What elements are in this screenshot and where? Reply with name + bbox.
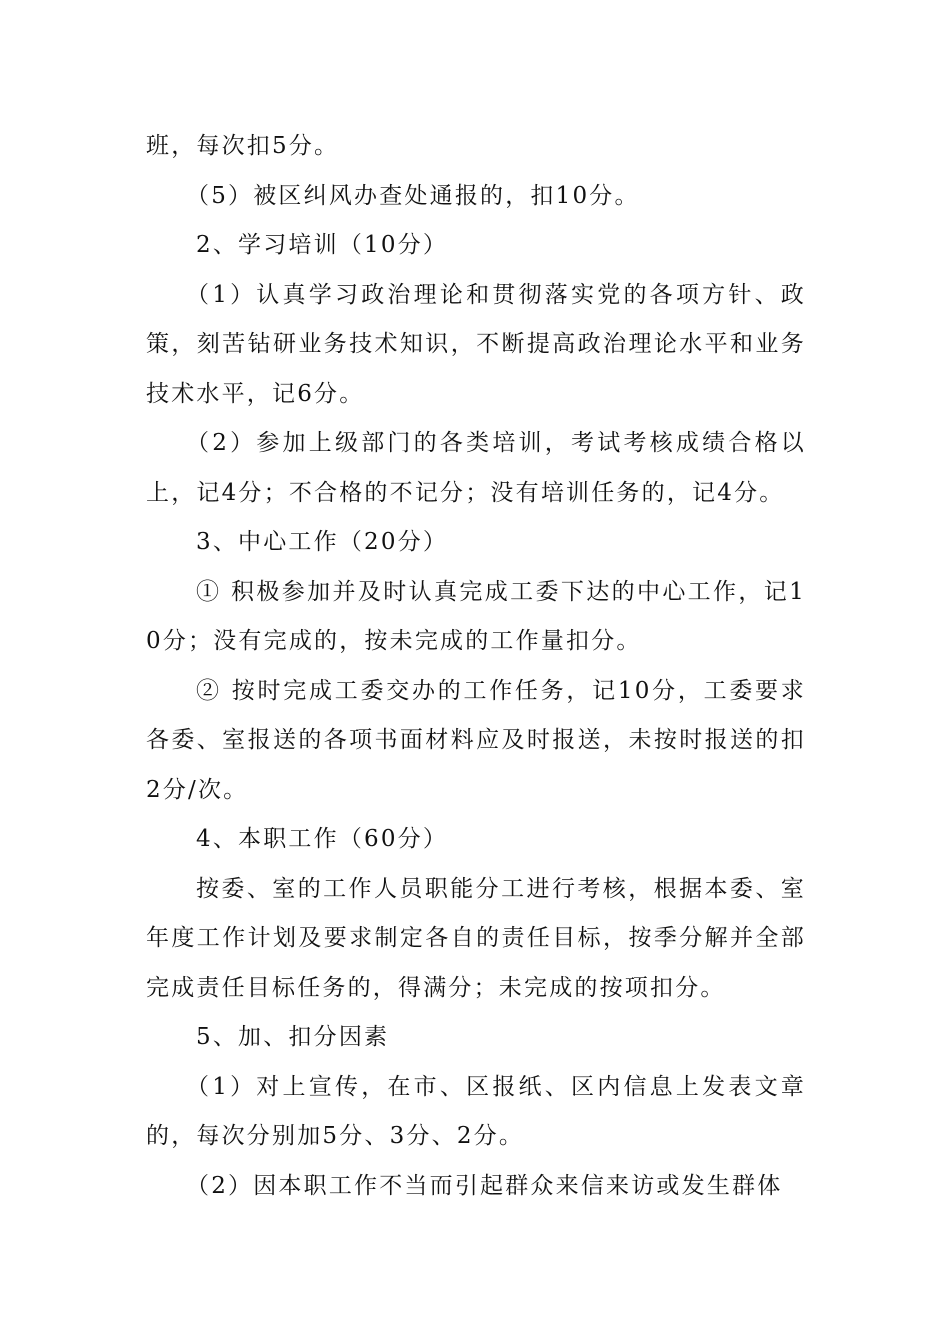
section-heading-study-training: 2、学习培训（10分） [196, 232, 449, 258]
document-body [146, 122, 806, 1211]
paragraph-continuation: 班，每次扣5分。 [146, 133, 340, 159]
section-heading-central-work: 3、中心工作（20分） [196, 529, 449, 555]
paragraph-circled-2: ② 按时完成工委交办的工作任务，记10分，工委要求各委、室报送的各项书面材料应及时报送，未按时报送的扣2分/次。 [146, 677, 806, 803]
paragraph-item-2: （2）参加上级部门的各类培训，考试考核成绩合格以上，记4分；不合格的不记分；没有培训任务的，记4分。 [146, 430, 806, 506]
paragraph-bonus-item-1: （1）对上宣传，在市、区报纸、区内信息上发表文章的，每次分别加5分、3分、2分。 [146, 1073, 806, 1149]
paragraph-circled-1: ① 积极参加并及时认真完成工委下达的中心工作，记10分；没有完成的，按未完成的工作量扣分。 [146, 578, 806, 654]
paragraph-item-5: （5）被区纠风办查处通报的，扣10分。 [186, 182, 640, 209]
section-heading-own-work: 4、本职工作（60分） [196, 826, 449, 852]
section-heading-bonus-deduction: 5、加、扣分因素 [196, 1024, 390, 1050]
paragraph-item-1: （1）认真学习政治理论和贯彻落实党的各项方针、政策，刻苦钻研业务技术知识，不断提高政治理论水平和业务技术水平，记6分。 [146, 281, 806, 407]
paragraph-bonus-item-2: （2）因本职工作不当而引起群众来信来访或发生群体 [186, 1172, 783, 1199]
paragraph-own-work-body: 按委、室的工作人员职能分工进行考核，根据本委、室年度工作计划及要求制定各自的责任目标，按季分解并全部完成责任目标任务的，得满分；未完成的按项扣分。 [146, 875, 806, 1001]
